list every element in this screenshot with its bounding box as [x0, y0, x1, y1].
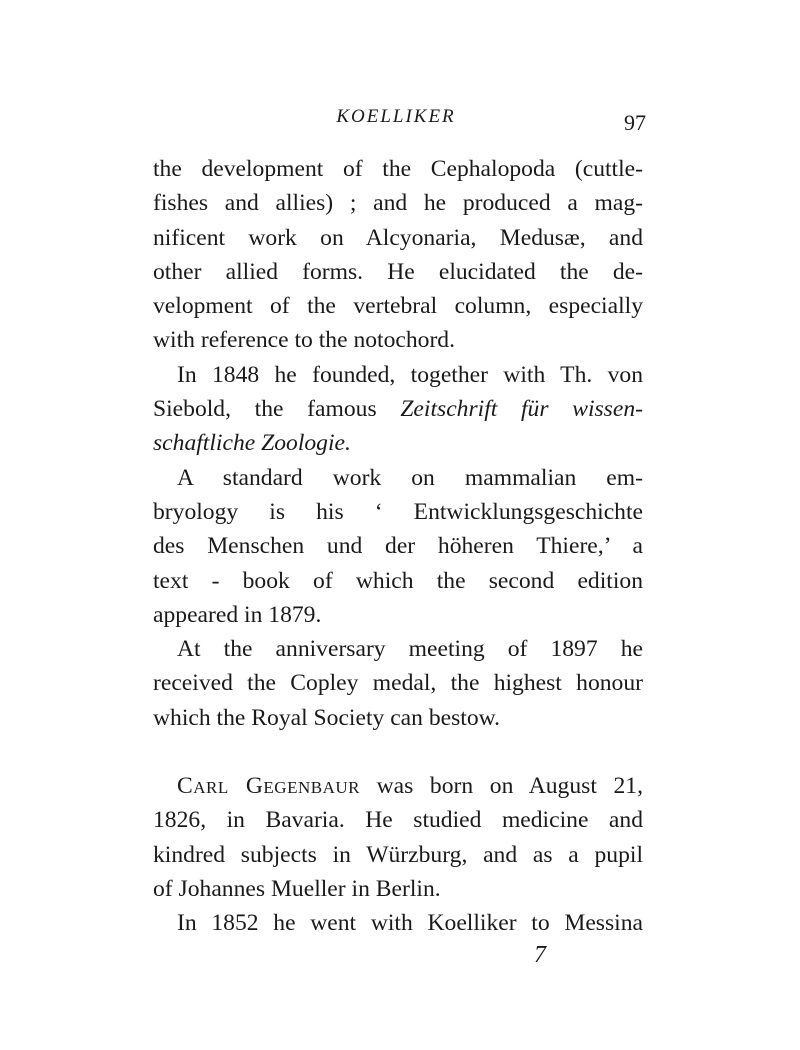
- paragraph-3: [153, 461, 643, 632]
- text-line: text - book of which the second edition: [153, 567, 643, 594]
- paragraph-5: [153, 769, 643, 906]
- text-fragment: Siebold, the famous: [153, 396, 401, 423]
- text-line: 1826, in Bavaria. He studied medicine and: [153, 807, 643, 834]
- section-gap: [153, 735, 643, 769]
- signature-mark: 7: [534, 942, 546, 968]
- journal-title-continued: schaftliche Zoologie.: [153, 430, 351, 457]
- paragraph-1: [153, 152, 643, 358]
- text-line: At the anniversary meeting of 1897 he: [177, 636, 643, 663]
- text-line: nificent work on Alcyonaria, Medusæ, and: [153, 224, 643, 251]
- person-name: Carl Gegenbaur: [177, 773, 360, 800]
- paragraph-2: [153, 358, 643, 461]
- text-line: the development of the Cephalopoda (cuttle-: [153, 156, 643, 182]
- text-line: of Johannes Mueller in Berlin.: [153, 875, 441, 902]
- text-line: des Menschen und der höheren Thiere,’ a: [153, 533, 643, 560]
- text-line: [153, 392, 643, 426]
- text-line: appeared in 1879.: [153, 601, 322, 628]
- paragraph-4: [153, 632, 643, 735]
- text-line: In 1848 he founded, together with Th. von: [177, 361, 643, 388]
- text-line: which the Royal Society can bestow.: [153, 704, 501, 731]
- text-line: In 1852 he went with Koelliker to Messina: [177, 910, 643, 937]
- text-line: velopment of the vertebral column, especially: [153, 293, 643, 320]
- text-line: bryology is his ‘ Entwicklungsgeschichte: [153, 498, 643, 525]
- running-head: KOELLIKER: [336, 106, 456, 127]
- page-number: 97: [624, 110, 646, 135]
- text-line: A standard work on mammalian em-: [177, 464, 643, 491]
- text-fragment: was born on August 21,: [359, 773, 643, 800]
- journal-title: Zeitschrift für wissen-: [400, 396, 643, 423]
- paragraph-6: [153, 906, 643, 940]
- text-line: other allied forms. He elucidated the de-: [153, 258, 643, 285]
- page-header: [150, 106, 646, 140]
- text-line: received the Copley medal, the highest honour: [153, 670, 643, 697]
- body-text: [153, 152, 643, 941]
- text-line: fishes and allies) ; and he produced a mag-: [153, 190, 643, 217]
- text-line: kindred subjects in Würzburg, and as a pupil: [153, 841, 643, 868]
- text-line: [153, 769, 643, 803]
- text-line: with reference to the notochord.: [153, 327, 456, 354]
